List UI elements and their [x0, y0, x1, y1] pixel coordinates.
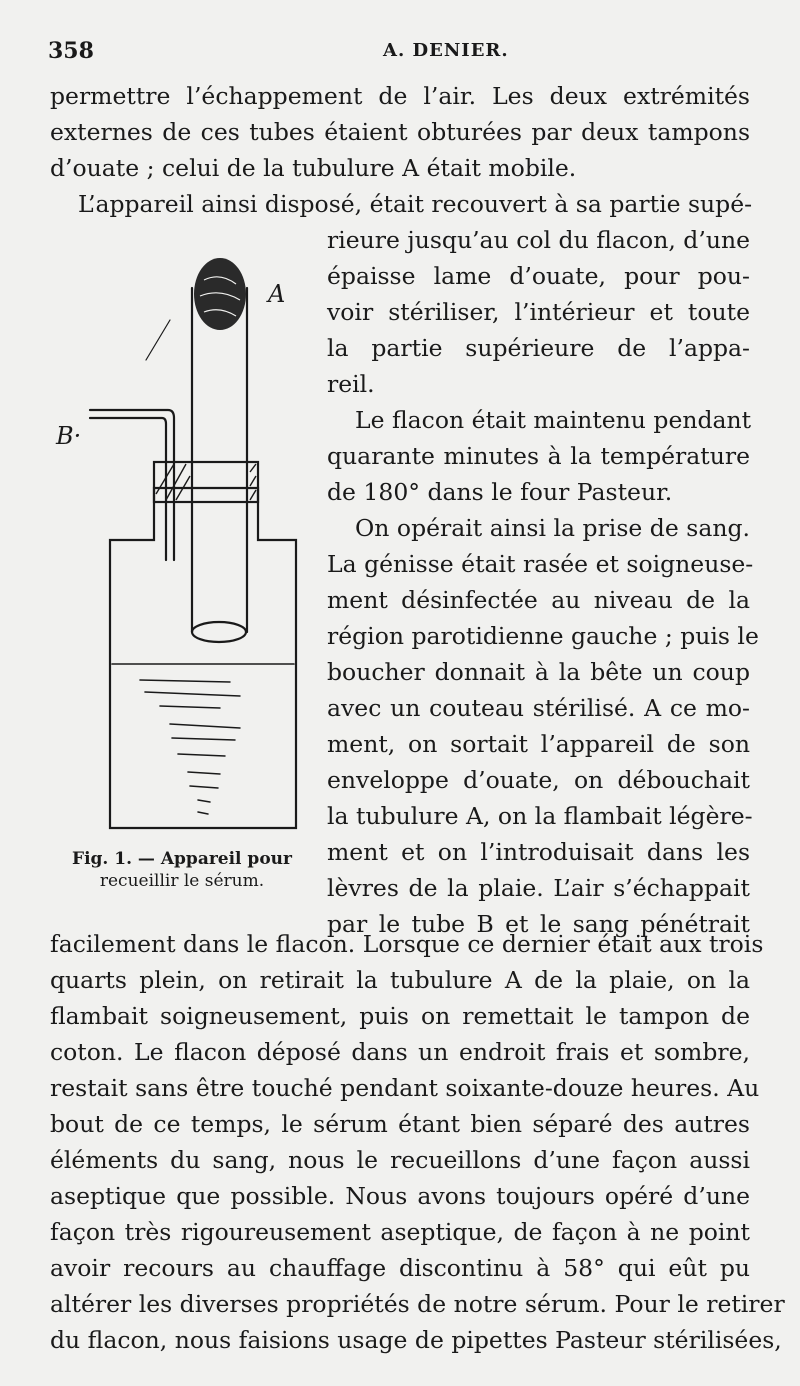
page-number: 358	[48, 38, 94, 64]
text-line: altérer les diverses propriétés de notre sérum. Pour le retirer	[50, 1290, 785, 1318]
text-line: la tubulure A, on la flambait légère-	[327, 802, 753, 830]
text-line: facilement dans le flacon. Lorsque ce dernier était aux trois	[50, 930, 764, 958]
text-line: avoir recours au chauffage discontinu à 58° qui eût pu	[50, 1254, 750, 1282]
paragraph-4-continued	[50, 926, 785, 1358]
text-line: quarts plein, on retirait la tubulure A de la plaie, on la	[50, 966, 750, 994]
label-tube-b: B·	[56, 422, 82, 450]
text-line: ment et on l’introduisait dans les	[327, 838, 750, 866]
caption-body: recueillir le sérum.	[99, 871, 265, 891]
text-line: épaisse lame d’ouate, pour pou-	[327, 262, 750, 290]
text-line: d’ouate ; celui de la tubulure A était mobile.	[50, 154, 577, 182]
paragraph-2-continued	[327, 222, 750, 402]
text-line: externes de ces tubes étaient obturées par deux tampons	[50, 118, 750, 146]
paragraph-1	[50, 78, 750, 186]
text-line: façon très rigoureusement aseptique, de façon à ne point	[50, 1218, 750, 1246]
text-line: ment désinfectée au niveau de la	[327, 586, 750, 614]
text-line: bout de ce temps, le sérum étant bien séparé des autres	[50, 1110, 750, 1138]
text-line: de 180° dans le four Pasteur.	[327, 478, 673, 506]
apparatus-drawing	[50, 250, 315, 850]
text-line: L’appareil ainsi disposé, était recouvert à sa partie supé-	[78, 190, 753, 218]
paragraph-4	[327, 510, 759, 942]
text-line: coton. Le flacon déposé dans un endroit frais et sombre,	[50, 1038, 750, 1066]
text-line: avec un couteau stérilisé. A ce mo-	[327, 694, 750, 722]
text-line: voir stériliser, l’intérieur et toute	[327, 298, 750, 326]
paragraph-3	[327, 402, 750, 510]
figure-caption	[52, 848, 312, 892]
page-header	[48, 38, 748, 68]
apparatus-figure	[50, 250, 315, 900]
text-line: boucher donnait à la bête un coup	[327, 658, 750, 686]
text-line: quarante minutes à la température	[327, 442, 750, 470]
text-line: permettre l’échappement de l’air. Les deux extrémités	[50, 82, 750, 110]
text-line: rieure jusqu’au col du flacon, d’une	[327, 226, 750, 254]
text-line: aseptique que possible. Nous avons toujours opéré d’une	[50, 1182, 750, 1210]
text-line: On opérait ainsi la prise de sang.	[355, 514, 750, 542]
text-line: la partie supérieure de l’appa-	[327, 334, 750, 362]
text-line: lèvres de la plaie. L’air s’échappait	[327, 874, 750, 902]
text-line: reil.	[327, 370, 375, 398]
text-line: enveloppe d’ouate, on débouchait	[327, 766, 750, 794]
running-head: A. DENIER.	[383, 40, 509, 61]
paragraph-2-start	[50, 186, 753, 222]
text-line: région parotidienne gauche ; puis le	[327, 622, 759, 650]
text-line: Le flacon était maintenu pendant	[355, 406, 752, 434]
text-line: par le tube B et le sang pénétrait	[327, 910, 750, 938]
text-line: éléments du sang, nous le recueillons d’une façon aussi	[50, 1146, 750, 1174]
text-line: restait sans être touché pendant soixante-douze heures. Au	[50, 1074, 760, 1102]
caption-title: Fig. 1. — Appareil pour	[72, 849, 292, 869]
text-line: flambait soigneusement, puis on remettait le tampon de	[50, 1002, 750, 1030]
text-line: du flacon, nous faisions usage de pipettes Pasteur stérilisées,	[50, 1326, 782, 1354]
label-tube-a: A	[268, 280, 286, 308]
text-line: La génisse était rasée et soigneuse-	[327, 550, 754, 578]
text-line: ment, on sortait l’appareil de son	[327, 730, 750, 758]
